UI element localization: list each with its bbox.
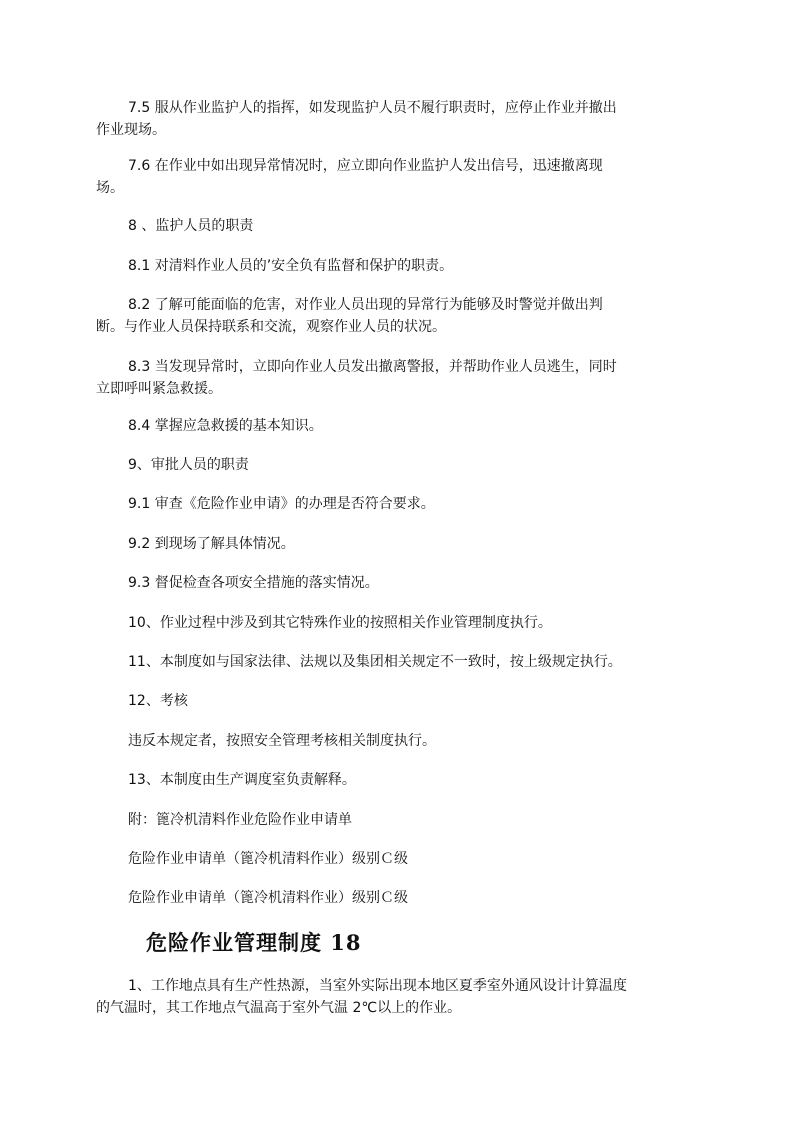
paragraph-line: 7.6 在作业中如出现异常情况时，应立即向作业监护人发出信号，迅速撤离现 [128,158,603,174]
form-title-1: 危险作业申请单（篦冷机清料作业）级别Ｃ级 [128,851,408,867]
form-title-2: 危险作业申请单（篦冷机清料作业）级别Ｃ级 [128,890,408,906]
paragraph-8-4: 8.4 掌握应急救援的基本知识。 [128,418,323,434]
section-12-title: 12、考核 [128,693,188,709]
paragraph-12-body: 违反本规定者，按照安全管理考核相关制度执行。 [128,733,436,749]
paragraph-line: 8.2 了解可能面临的危害，对作业人员出现的异常行为能够及时警觉并做出判 [128,297,603,313]
paragraph-line: 8.3 当发现异常时，立即向作业人员发出撤离警报，并帮助作业人员逃生，同时 [128,359,617,375]
paragraph-9-3: 9.3 督促检查各项安全措施的落实情况。 [128,575,379,591]
paragraph-7-5 [96,97,700,141]
document-heading: 危险作业管理制度 18 [146,930,362,955]
section-10: 10、作业过程中涉及到其它特殊作业的按照相关作业管理制度执行。 [128,615,552,631]
paragraph-9-1: 9.1 审查《危险作业申请》的办理是否符合要求。 [128,496,435,512]
attachment-line: 附：篦冷机清料作业危险作业申请单 [128,812,352,828]
paragraph-final [96,975,700,1019]
paragraph-9-2: 9.2 到现场了解具体情况。 [128,536,295,552]
paragraph-line: 场。 [96,180,124,196]
section-8-title: 8 、监护人员的职责 [128,218,254,234]
paragraph-line: 1、工作地点具有生产性热源，当室外实际出现本地区夏季室外通风设计计算温度 [128,978,627,994]
section-13: 13、本制度由生产调度室负责解释。 [128,772,356,788]
paragraph-line: 作业现场。 [96,122,166,138]
paragraph-line: 断。与作业人员保持联系和交流，观察作业人员的状况。 [96,319,446,335]
paragraph-8-2 [96,294,700,338]
paragraph-line: 的气温时，其工作地点气温高于室外气温 2℃以上的作业。 [96,1000,462,1016]
paragraph-8-1: 8.1 对清料作业人员的’安全负有监督和保护的职责。 [128,258,454,274]
paragraph-7-6 [96,155,700,199]
paragraph-line: 7.5 服从作业监护人的指挥，如发现监护人员不履行职责时，应停止作业并撤出 [128,100,617,116]
paragraph-line: 立即呼叫紧急救援。 [96,381,222,397]
section-11: 11、本制度如与国家法律、法规以及集团相关规定不一致时，按上级规定执行。 [128,654,622,670]
paragraph-8-3 [96,356,700,400]
section-9-title: 9、审批人员的职责 [128,457,249,473]
